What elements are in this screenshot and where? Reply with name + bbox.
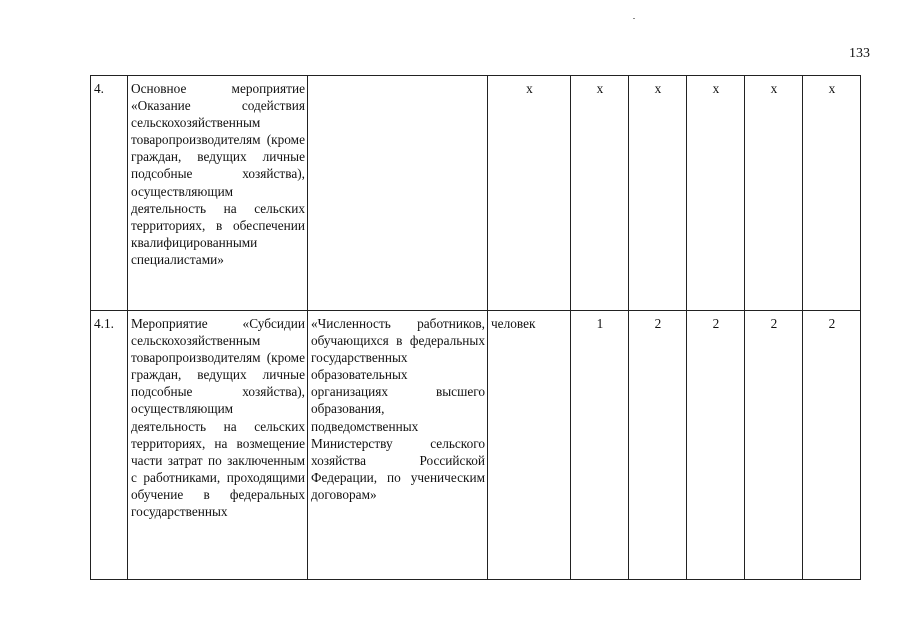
table-row bbox=[91, 76, 905, 311]
indicator-name: «Численность работников, обучающихся в федеральных государственных образовательных организациях высшего образования, подведомственных Министерству сельского хозяйства Российской Федерации, по ученическим договорам» bbox=[308, 311, 488, 580]
unit-cell: человек bbox=[488, 311, 571, 580]
value-cell: 2 bbox=[803, 311, 861, 580]
value-cell: x bbox=[571, 76, 629, 311]
value-cell: x bbox=[745, 76, 803, 311]
value-cell: 2 bbox=[687, 311, 745, 580]
value-cell: x bbox=[803, 76, 861, 311]
row-number: 4.1. bbox=[91, 311, 128, 580]
indicator-name bbox=[308, 76, 488, 311]
value-cell: x bbox=[629, 76, 687, 311]
scan-speck bbox=[633, 18, 635, 19]
value-cell: 1 bbox=[571, 311, 629, 580]
value-cell: 2 bbox=[629, 311, 687, 580]
page-number: 133 bbox=[849, 46, 870, 61]
unit-cell: x bbox=[488, 76, 571, 311]
table-row bbox=[91, 311, 905, 580]
value-cell: 2 bbox=[745, 311, 803, 580]
activity-name: Основное мероприятие «Оказание содействия сельскохозяйственным товаропроизводителям (кроме граждан, ведущих личные подсобные хозяйства), осуществляющим деятельность на сельских территориях, в обеспечении квалифицированными специалистами» bbox=[128, 76, 308, 311]
program-table bbox=[90, 75, 905, 580]
activity-name: Мероприятие «Субсидии сельскохозяйственным товаропроизводителям (кроме граждан, ведущих личные подсобные хозяйства), осуществляющим деятельность на сельских территориях, на возмещение части затрат по заключенным с работниками, проходящими обучение в федеральных государственных bbox=[128, 311, 308, 580]
row-number: 4. bbox=[91, 76, 128, 311]
value-cell: x bbox=[687, 76, 745, 311]
